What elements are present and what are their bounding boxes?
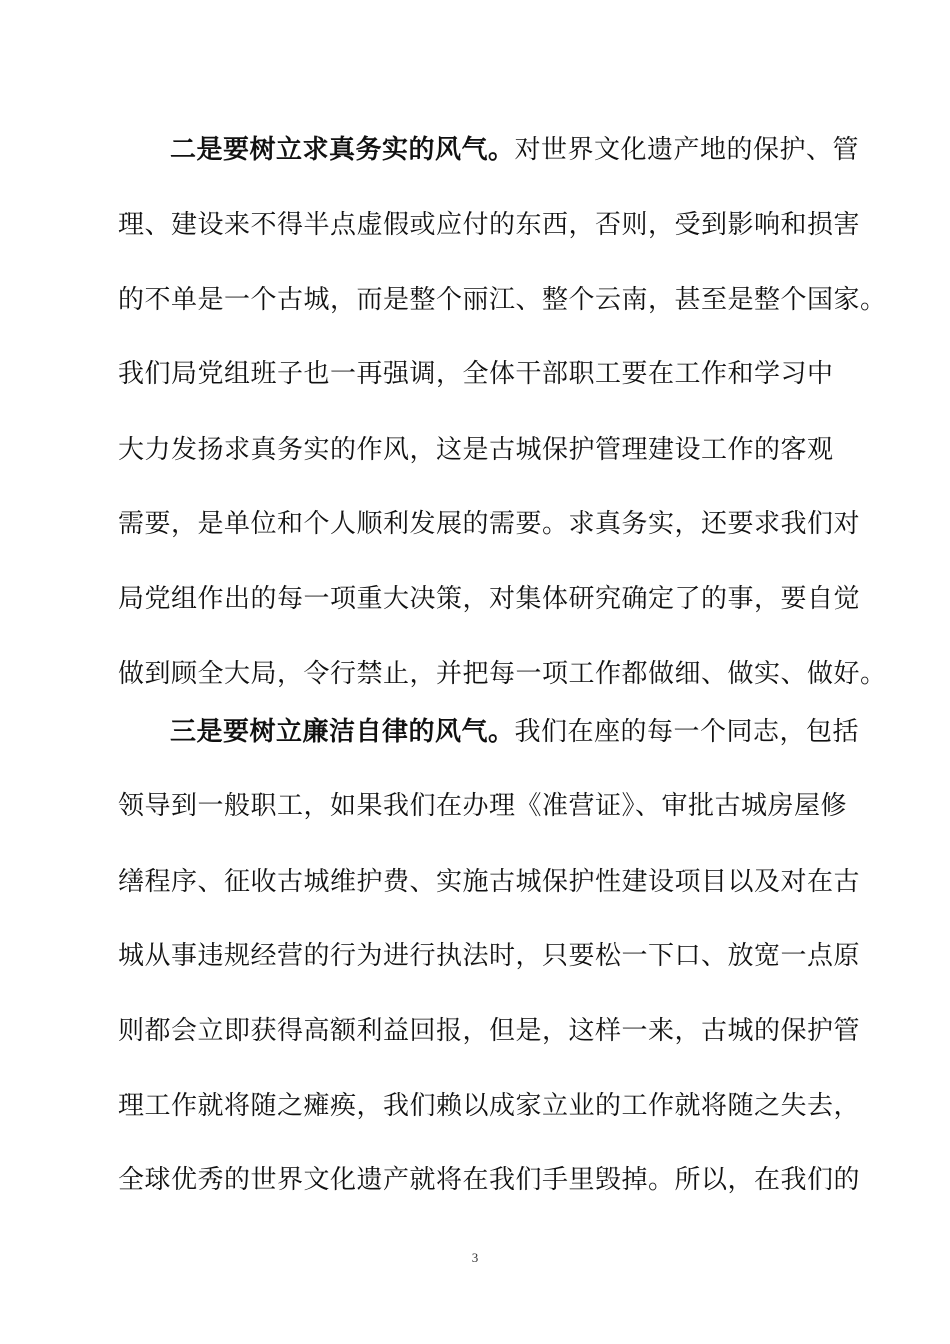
paragraph-1-lead: 二是要树立求真务实的风气。 xyxy=(170,135,515,165)
paragraph-2-line-4: 城从事违规经营的行为进行执法时，只要松一下口、放宽一点原 xyxy=(118,941,861,971)
paragraph-1-line-6: 需要，是单位和个人顺利发展的需要。求真务实，还要求我们对 xyxy=(118,509,861,539)
paragraph-1-line-1 xyxy=(170,134,860,166)
paragraph-1-line-2: 理、建设来不得半点虚假或应付的东西，否则，受到影响和损害 xyxy=(118,210,861,240)
paragraph-1-line-4: 我们局党组班子也一再强调，全体干部职工要在工作和学习中 xyxy=(118,359,834,389)
paragraph-2-line-7: 全球优秀的世界文化遗产就将在我们手里毁掉。所以，在我们的 xyxy=(118,1165,861,1195)
paragraph-1-line-8: 做到顾全大局，令行禁止，并把每一项工作都做细、做实、做好。 xyxy=(118,659,887,689)
paragraph-2-line-2: 领导到一般职工，如果我们在办理《准营证》、审批古城房屋修 xyxy=(118,791,848,821)
paragraph-1-text: 对世界文化遗产地的保护、管 xyxy=(514,135,860,165)
paragraph-2-text: 我们在座的每一个同志，包括 xyxy=(514,717,860,747)
paragraph-1-line-5: 大力发扬求真务实的作风，这是古城保护管理建设工作的客观 xyxy=(118,435,834,465)
paragraph-1-line-7: 局党组作出的每一项重大决策，对集体研究确定了的事，要自觉 xyxy=(118,584,861,614)
paragraph-1-line-3: 的不单是一个古城，而是整个丽江、整个云南，甚至是整个国家。 xyxy=(118,285,887,315)
paragraph-2-line-6: 理工作就将随之瘫痪，我们赖以成家立业的工作就将随之失去， xyxy=(118,1091,861,1121)
paragraph-2-line-5: 则都会立即获得高额利益回报，但是，这样一来，古城的保护管 xyxy=(118,1016,861,1046)
paragraph-2-line-1 xyxy=(170,716,860,748)
paragraph-2-line-3: 缮程序、征收古城维护费、实施古城保护性建设项目以及对在古 xyxy=(118,867,861,897)
paragraph-2-lead: 三是要树立廉洁自律的风气。 xyxy=(170,717,515,747)
page-number: 3 xyxy=(471,1250,479,1265)
